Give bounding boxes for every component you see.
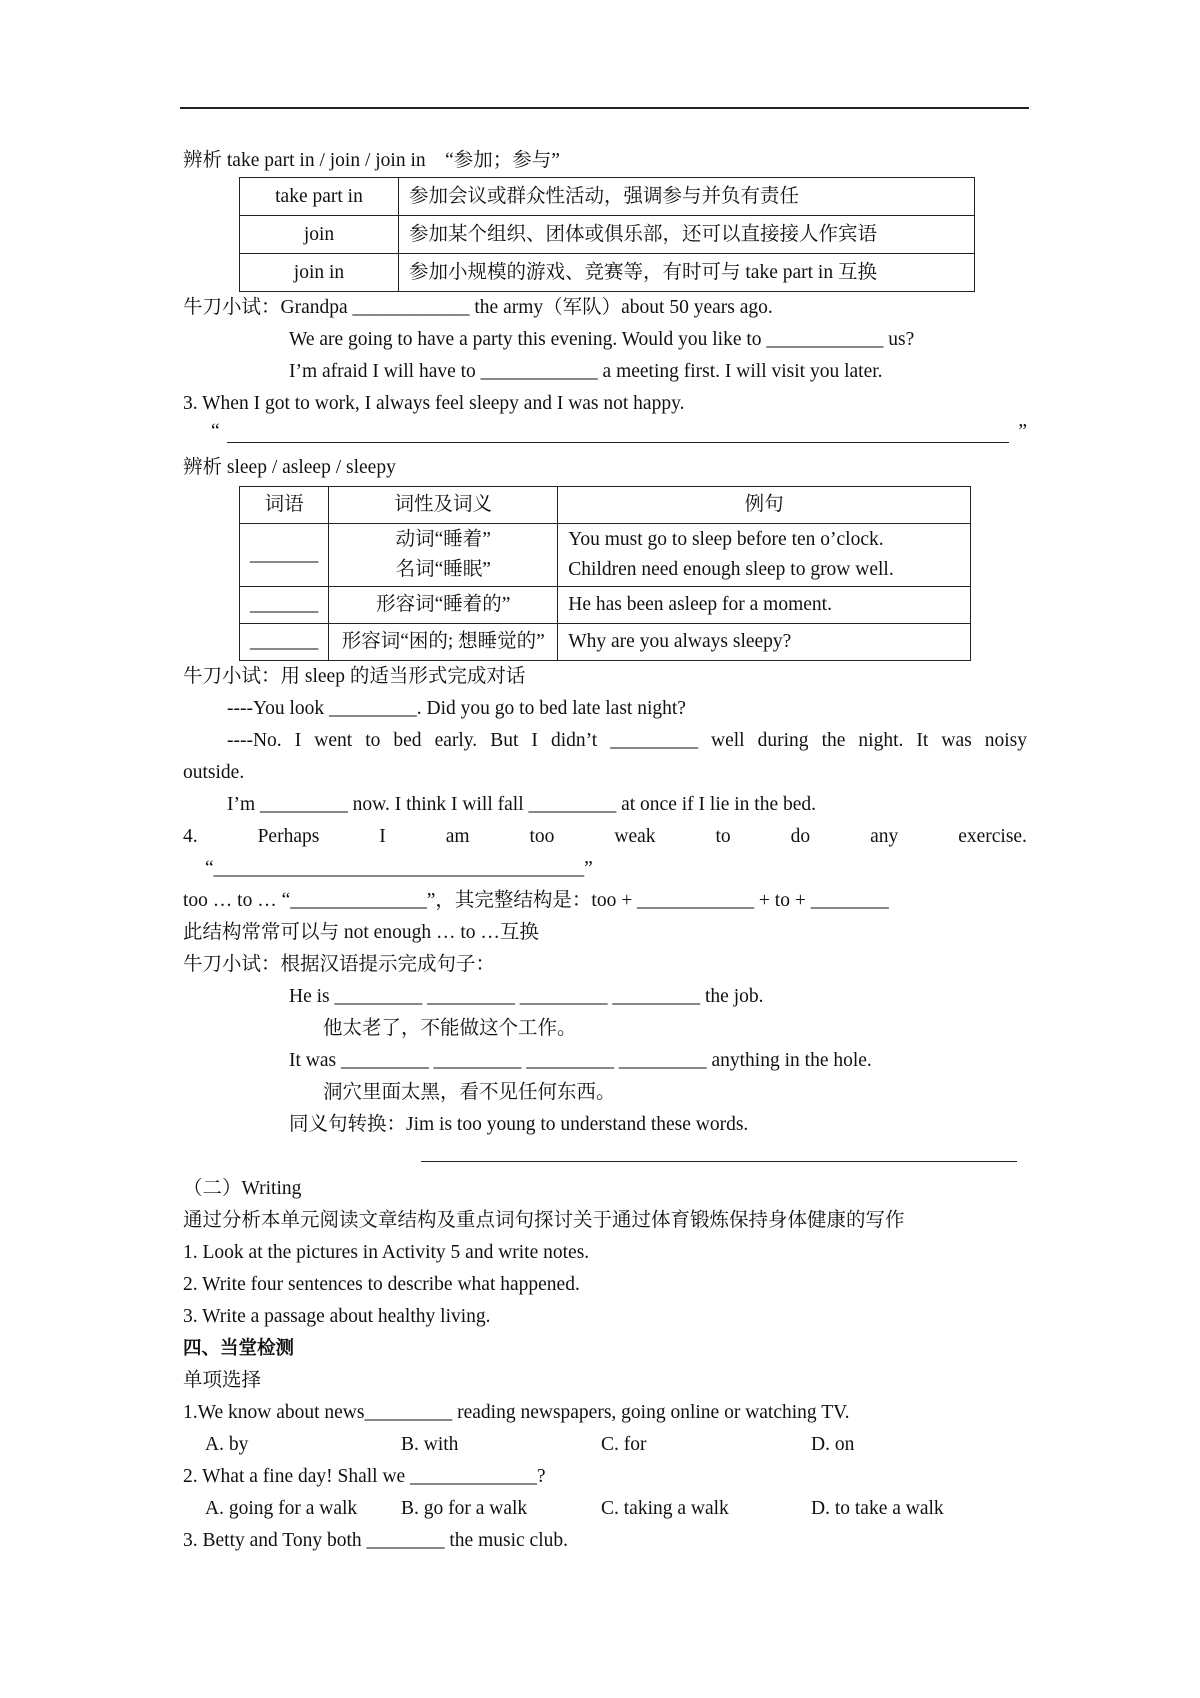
word: It (916, 730, 929, 751)
pos-text: 名词“睡眠” (395, 559, 491, 580)
practice-title: 牛刀小试：用 sleep 的适当形式完成对话 (183, 666, 526, 687)
word: ----No. (227, 730, 282, 751)
writing-title: （二）Writing (183, 1178, 302, 1199)
practice-line: It was _________ _________ _________ _________ anything in the hole. (289, 1050, 872, 1071)
table-example (558, 524, 971, 587)
test-title: 四、当堂检测 (183, 1338, 295, 1359)
option: C. taking a walk (601, 1498, 729, 1519)
word: too (529, 826, 555, 847)
header-rule (180, 107, 1029, 109)
table-term: join (240, 216, 399, 254)
word: exercise. (958, 826, 1027, 847)
word: 4. (183, 826, 198, 847)
option: B. with (401, 1434, 459, 1455)
word: weak (614, 826, 656, 847)
writing-step: 1. Look at the pictures in Activity 5 and write notes. (183, 1242, 590, 1263)
item4-quote: “______________________________________” (205, 858, 593, 879)
word: Perhaps (257, 826, 320, 847)
table-meaning: 参加会议或群众性活动，强调参与并负有责任 (399, 178, 975, 216)
worksheet-page (183, 145, 1027, 1557)
practice-line: 同义句转换：Jim is too young to understand these words. (289, 1114, 749, 1135)
word: night. (858, 730, 904, 751)
word: I (379, 826, 386, 847)
table-pos: 形容词“睡着的” (329, 587, 558, 624)
word: any (870, 826, 899, 847)
question: 2. What a fine day! Shall we _____________? (183, 1466, 546, 1487)
example-text: You must go to sleep before ten o’clock. (568, 529, 884, 550)
word: went (314, 730, 353, 751)
table-blank: _______ (240, 524, 329, 587)
table-meaning: 参加小规模的游戏、竞赛等，有时可与 take part in 互换 (399, 254, 975, 292)
practice-hint: 洞穴里面太黑，看不见任何东西。 (323, 1082, 616, 1103)
word: bed (393, 730, 422, 751)
option: D. on (811, 1434, 855, 1455)
close-quote: ” (1018, 421, 1027, 442)
table-pos: 形容词“困的; 想睡觉的” (329, 624, 558, 661)
option: C. for (601, 1434, 647, 1455)
structure-note: 此结构常常可以与 not enough … to …互换 (183, 922, 539, 943)
word: the (821, 730, 846, 751)
option-row (183, 1493, 1027, 1525)
option: A. going for a walk (205, 1498, 358, 1519)
dialog-line-end: outside. (183, 762, 245, 783)
practice-line: He is _________ _________ _________ _________ the job. (289, 986, 764, 1007)
word: do (790, 826, 811, 847)
table-example: He has been asleep for a moment. (558, 587, 971, 624)
word: didn’t (550, 730, 598, 751)
table-blank: _______ (240, 624, 329, 661)
pos-text: 动词“睡着” (395, 529, 491, 550)
word: _________ (610, 730, 698, 751)
word: was (941, 730, 972, 751)
example-text: Children need enough sleep to grow well. (568, 559, 894, 580)
practice-line: We are going to have a party this evening. Would you like to ____________ us? (289, 329, 915, 350)
dialog-line: ----You look _________. Did you go to bed late last night? (227, 698, 686, 719)
table-example: Why are you always sleepy? (558, 624, 971, 661)
practice-hint: 他太老了，不能做这个工作。 (323, 1018, 577, 1039)
table-row (240, 216, 975, 254)
test-subtitle: 单项选择 (183, 1370, 262, 1391)
answer-underline (421, 1161, 1017, 1162)
item3-sentence: 3. When I got to work, I always feel sleepy and I was not happy. (183, 393, 685, 414)
writing-intro: 通过分析本单元阅读文章结构及重点词句探讨关于通过体育锻炼保持身体健康的写作 (183, 1210, 905, 1231)
practice-line: 牛刀小试：Grandpa ____________ the army（军队）about 50 years ago. (183, 297, 773, 318)
open-quote: “ (211, 421, 220, 442)
word: during (757, 730, 809, 751)
take-part-in-table (239, 177, 975, 292)
section1-heading: 辨析 take part in / join / join in “参加；参与” (183, 150, 560, 171)
practice-line: I’m afraid I will have to ____________ a meeting first. I will visit you later. (289, 361, 883, 382)
table-header: 例句 (558, 487, 971, 524)
table-row (240, 587, 971, 624)
table-term: take part in (240, 178, 399, 216)
word: well (711, 730, 745, 751)
word: to (715, 826, 731, 847)
table-row (240, 254, 975, 292)
question: 1.We know about news_________ reading newspapers, going online or watching TV. (183, 1402, 850, 1423)
item4-sentence (183, 821, 1027, 853)
word: to (365, 730, 381, 751)
option-row (183, 1429, 1027, 1461)
sleep-table (239, 486, 971, 661)
table-row (240, 524, 971, 587)
section2-heading: 辨析 sleep / asleep / sleepy (183, 457, 396, 478)
table-blank: _______ (240, 587, 329, 624)
word: am (445, 826, 470, 847)
writing-step: 3. Write a passage about healthy living. (183, 1306, 491, 1327)
table-header-row (240, 487, 971, 524)
answer-line (183, 1141, 1027, 1173)
word: noisy (984, 730, 1027, 751)
word: But (490, 730, 519, 751)
question: 3. Betty and Tony both ________ the music club. (183, 1530, 568, 1551)
option: D. to take a walk (811, 1498, 944, 1519)
dialog-line: I’m _________ now. I think I will fall _________ at once if I lie in the bed. (227, 794, 817, 815)
structure-line: too … to … “______________”，其完整结构是：too + ____________ + to + ________ (183, 890, 889, 911)
table-term: join in (240, 254, 399, 292)
table-header: 词性及词义 (329, 487, 558, 524)
answer-underline (227, 442, 1009, 443)
table-row (240, 178, 975, 216)
table-header: 词语 (240, 487, 329, 524)
writing-step: 2. Write four sentences to describe what happened. (183, 1274, 580, 1295)
dialog-line (183, 725, 1027, 757)
table-pos (329, 524, 558, 587)
option: A. by (205, 1434, 249, 1455)
item3-answer-line (183, 420, 1027, 452)
table-meaning: 参加某个组织、团体或俱乐部，还可以直接接人作宾语 (399, 216, 975, 254)
word: early. (434, 730, 478, 751)
practice-title: 牛刀小试：根据汉语提示完成句子： (183, 954, 496, 975)
word: I (294, 730, 302, 751)
word: I (531, 730, 538, 751)
option: B. go for a walk (401, 1498, 528, 1519)
table-row (240, 624, 971, 661)
